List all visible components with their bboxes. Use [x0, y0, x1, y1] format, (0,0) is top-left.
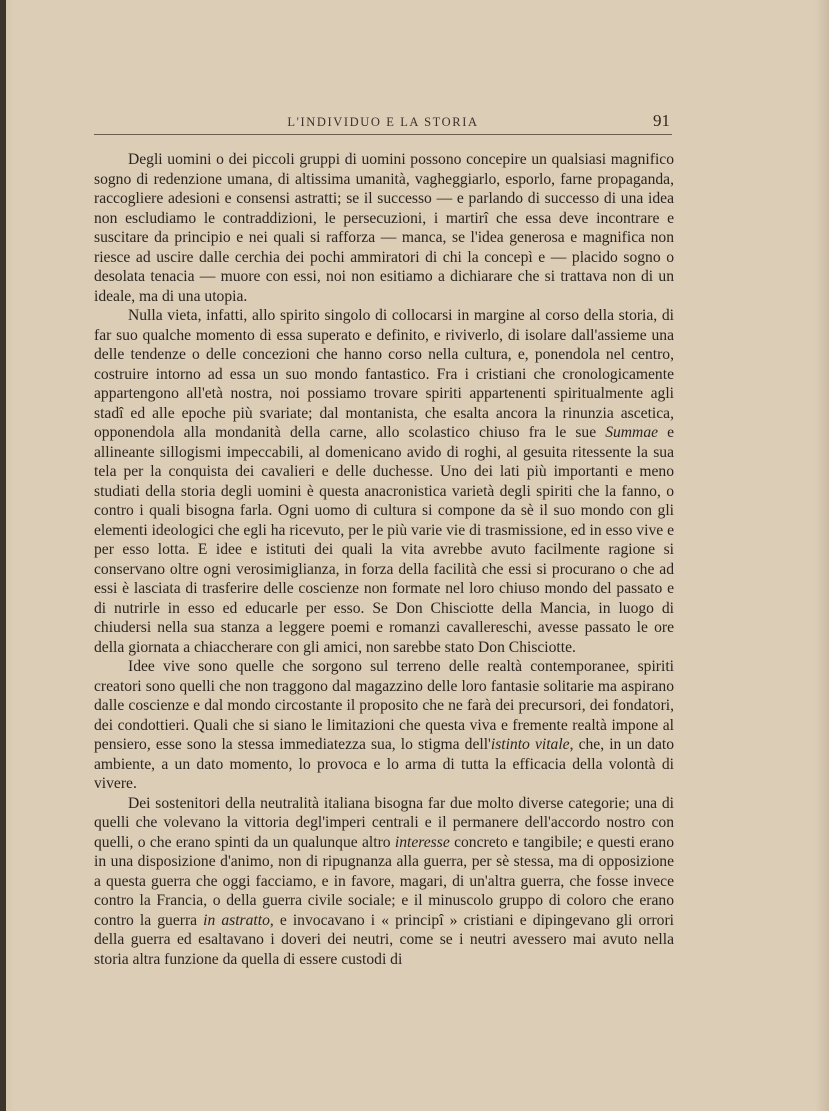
text-segment: e allineante sillogismi impeccabili, al domenicano avido di roghi, al gesuita ritessente la sua tela per la conquista dei cavalieri e delle duchesse. Uno dei lati più importanti e meno studiati della storia degli uomini è questa anacronistica varietà degli spiriti che la fanno, o contro i quali bisogna farla. Ogni uomo di cultura si compone da sè il suo mondo con gli elementi ideologici che egli ha ricevuto, per le più varie vie di trasmissione, ed in esso vive e per esso lotta. E idee e istituti dei quali la vita avrebbe avuto facilmente ragione si conservano oltre ogni verosimiglianza, in forza della facilità che essi si procurano o che ad essi è lasciata di trasferire delle coscienze non formate nel loro chiuso mondo del passato e di nutrirle in esso ed educarle per esso. Se Don Chisciotte della Mancia, in luogo di chiudersi nella sua stanza a leggere poemi e romanzi cavallereschi, avesse passato le ore della giornata a chiaccherare con gli amici, non sarebbe stato Don Chisciotte.	[94, 424, 675, 656]
text-segment: Idee vive sono quelle che sorgono sul terreno delle realtà contemporanee, spiriti creatori sono quelli che non traggono dal magazzino delle loro fantasie solitarie ma aspirano dalle coscienze e dal mondo circostante il proposito che ne farà dei precursori, dei fondatori, dei condottieri. Quali che si siano le limitazioni che questa viva e fremente realtà impone al pensiero, esse sono la stessa immediatezza sua, lo stigma dell'	[94, 658, 674, 753]
page-header	[94, 112, 672, 135]
text-segment: Dei sostenitori della neutralità italiana bisogna far due molto diverse categorie; una di quelli che volevano la vittoria degl'imperi centrali e il permanere dell'accordo nostro con quelli, o che erano spinti da un qualunque altro	[94, 794, 674, 851]
running-head: L'INDIVIDUO E LA STORIA	[287, 115, 479, 129]
page-number: 91	[653, 111, 670, 130]
paragraph-4	[94, 794, 674, 970]
text-segment: Degli uomini o dei piccoli gruppi di uomini possono concepire un qualsiasi magnifico sogno di redenzione umana, di altissima umanità, vagheggiarlo, esporlo, farne propaganda, raccogliere adesioni e consensi astratti; se il successo — e parlando di successo di una idea non escludiamo le contraddizioni, le persecuzioni, i martirî che essa deve incontrare e suscitare da principio e nei quali si rafforza — manca, se l'idea generosa e magnifica non riesce ad uscire dalle cerchia dei pochi ammiratori di chi la concepì e — placido sogno o desolata tenacia — muore con essi, noi non esitiamo a dichiarare che si trattava non di un ideale, ma di una utopia.	[94, 151, 674, 305]
paragraph-3	[94, 657, 674, 794]
text-segment: , che, in un dato ambiente, a un dato momento, lo provoca e lo arma di tutta la efficacia della volontà di vivere.	[94, 736, 674, 792]
page-edge-shadow	[0, 0, 6, 1111]
paragraph-1	[94, 150, 674, 306]
text-segment: , e invocavano i « principî » cristiani e dipingevano gli orrori della guerra ed esaltavano i doveri dei neutri, come se i neutri avessero mai avuto nella storia altra funzione da quella di essere custodi di	[94, 911, 675, 968]
text-segment: Nulla vieta, infatti, allo spirito singolo di collocarsi in margine al corso della storia, di far suo qualche momento di essa superato e definito, e riviverlo, di isolare dall'assieme una delle tendenze o delle concezioni che hanno corso nella cultura, e, ponendola nel centro, costruire intorno ad essa un suo mondo fantastico. Fra i cristiani che cronologicamente appartengono all'età nostra, noi possiamo trovare spiriti appartenenti spiritualmente agli stadî ed alle epoche più svariate; dal montanista, che esalta ancora la rinunzia ascetica, opponendola alla mondanità della carne, allo scolastico chiuso fra le sue	[94, 307, 674, 441]
italic-term: istinto vitale	[490, 736, 570, 753]
italic-term: Summae	[605, 424, 659, 441]
paragraph-2	[94, 306, 674, 657]
italic-term: interesse	[394, 833, 450, 851]
italic-term: in astratto	[203, 911, 270, 929]
text-segment: concreto e tangibile; e questi erano in una disposizione d'animo, non di ripugnanza alla guerra, per sè stessa, ma di opposizione a questa guerra che oggi facciamo, e in favore, magari, di un'altra guerra, che fosse invece contro la Francia, o della guerra civile sociale; e il minuscolo gruppo di coloro che erano contro la guerra	[94, 833, 674, 929]
body-text	[94, 150, 674, 969]
